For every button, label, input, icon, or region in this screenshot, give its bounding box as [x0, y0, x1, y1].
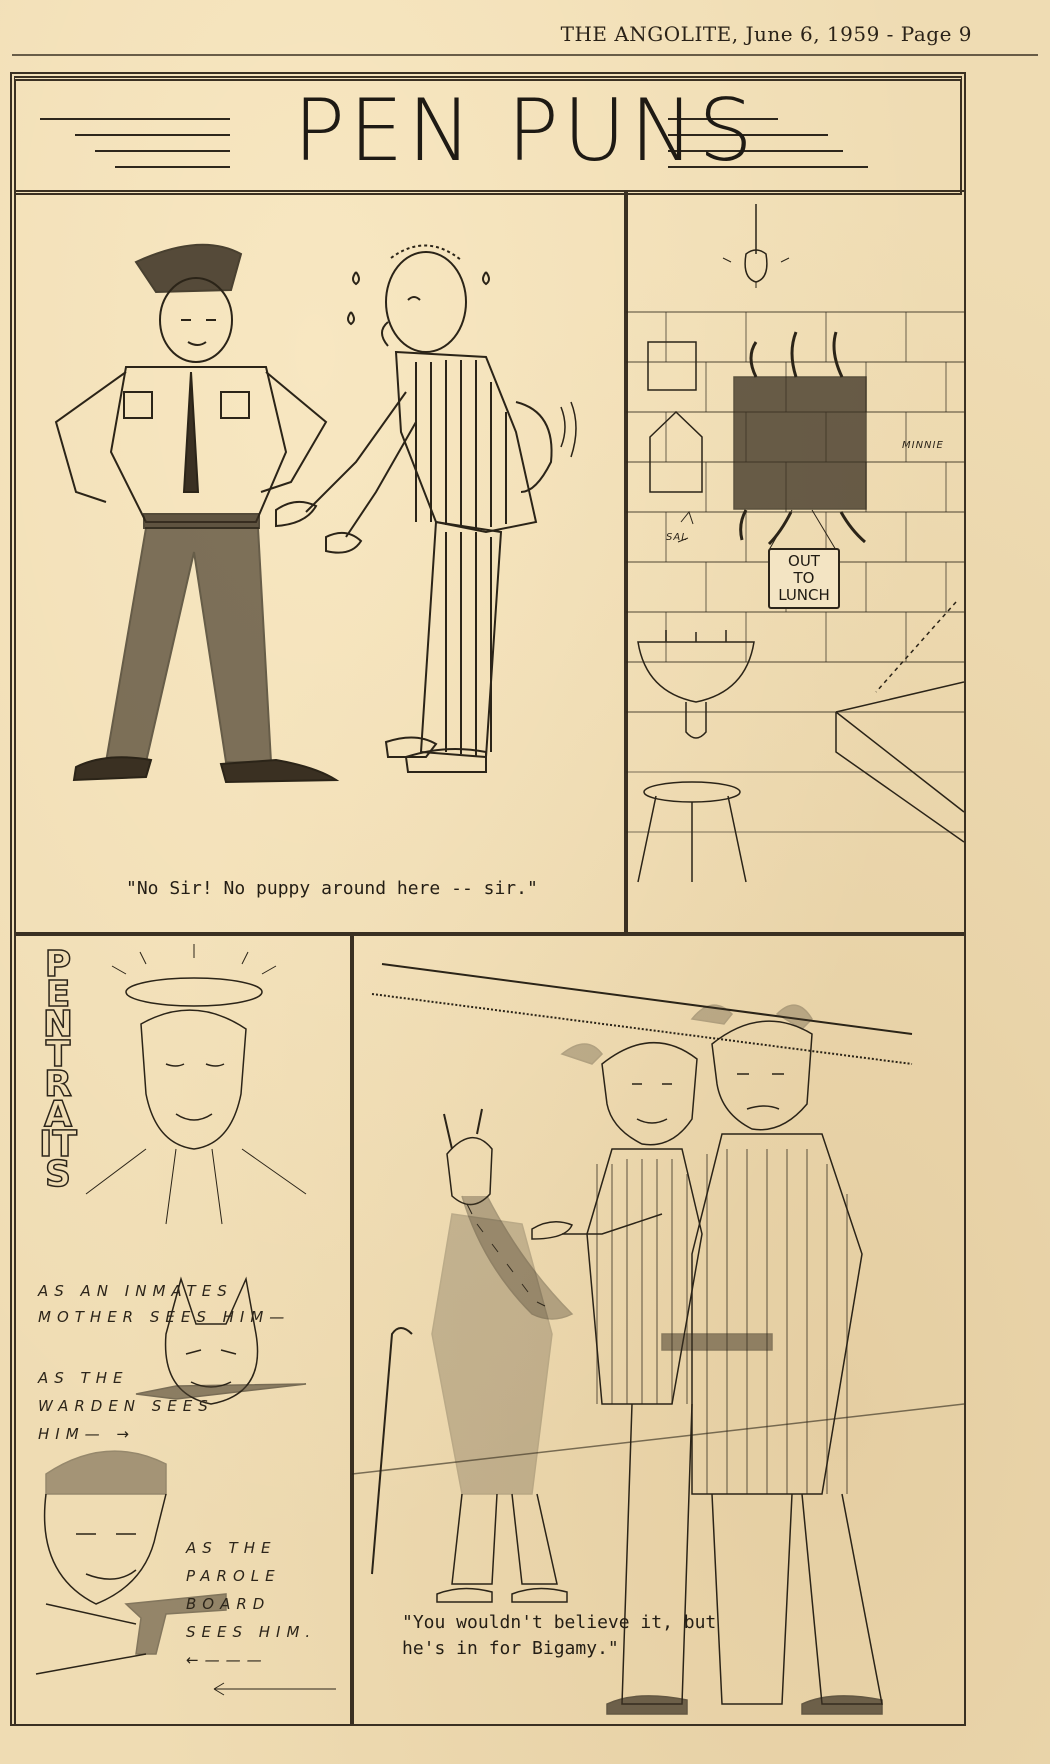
out-to-lunch-sign: OUT TO LUNCH: [768, 548, 840, 609]
caption-warden-sees: AS THE WARDEN SEES HIM— →: [38, 1369, 214, 1443]
panel-pentraits: [14, 932, 354, 1726]
panel-guard-cartoon: [14, 190, 628, 936]
bigamy-cartoon-caption: "You wouldn't believe it, but he's in for Bigamy.": [402, 1612, 717, 1659]
section-title: PEN PUNS: [293, 81, 757, 181]
wall-scrawl-minnie: MINNIE: [902, 440, 944, 451]
wall-scrawl-sal: SAL: [666, 532, 688, 543]
pentraits-vertical-title: PENTRAITS: [39, 944, 77, 1195]
guard-cartoon-caption: "No Sir! No puppy around here -- sir.": [126, 878, 538, 899]
caption-mother-sees: AS AN INMATES MOTHER SEES HIM—: [38, 1282, 291, 1326]
panel-bigamy-cartoon: [350, 932, 966, 1726]
bigamy-cartoon-drawing: [352, 934, 964, 1724]
caption-parole-sees: AS THE PAROLE BOARD SEES HIM. ←———: [186, 1539, 317, 1669]
panel-cell-cartoon: [624, 190, 966, 936]
masthead: THE ANGOLITE, June 6, 1959 - Page 9: [560, 22, 972, 46]
guard-cartoon-drawing: [16, 192, 626, 934]
masthead-rule: [12, 54, 1038, 56]
